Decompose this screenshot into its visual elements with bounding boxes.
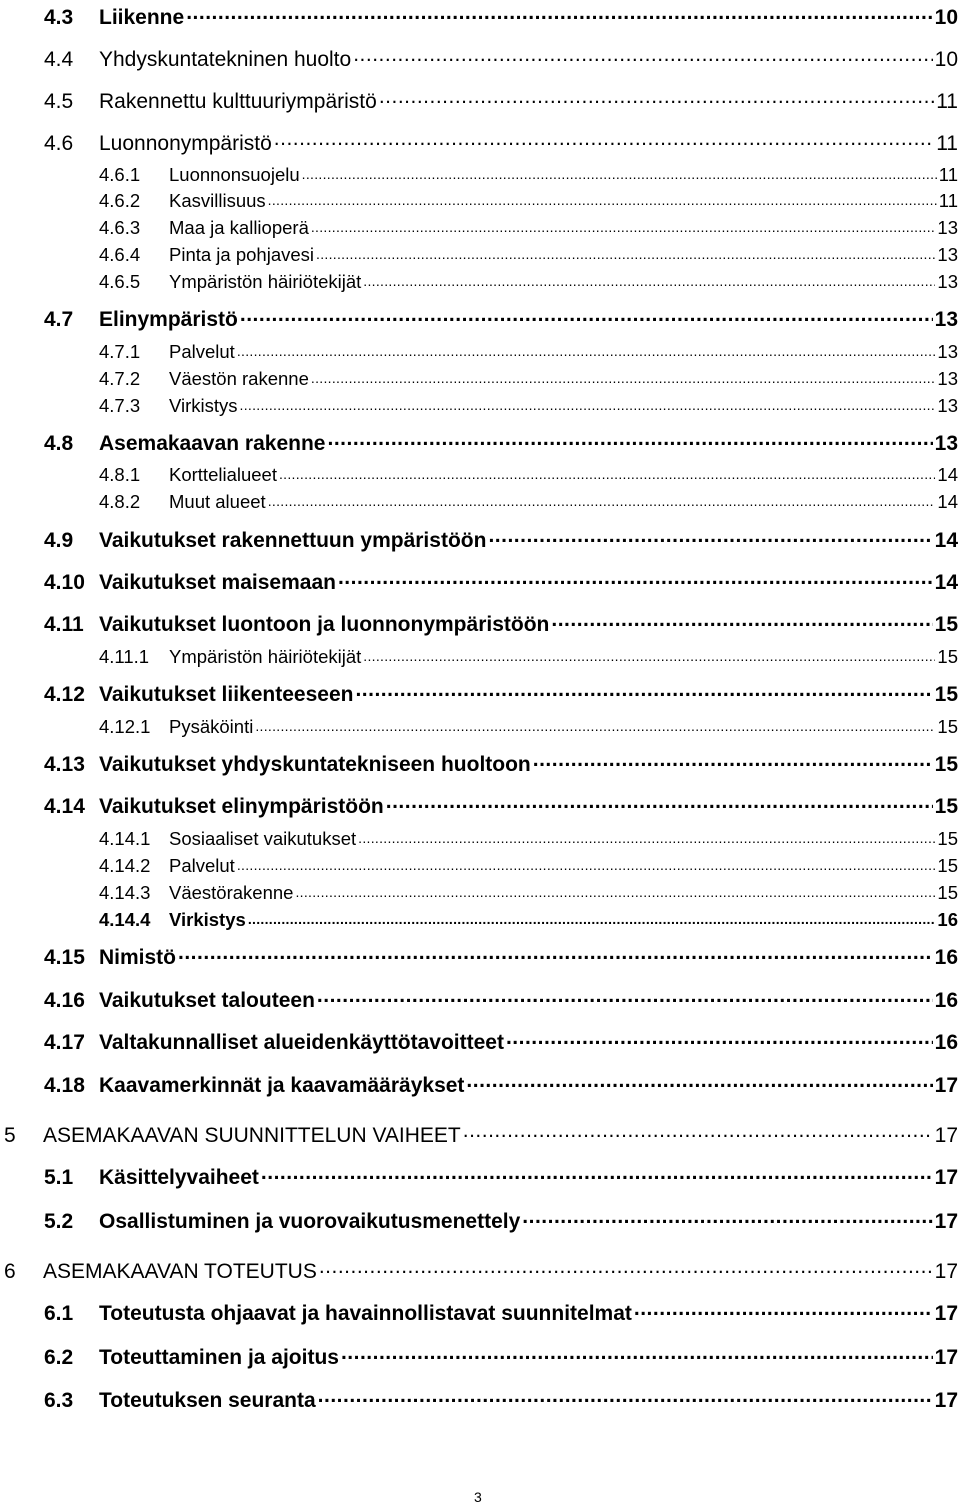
toc-title: Toteutuksen seuranta [99,1388,316,1412]
toc-number: 6.2 [44,1345,74,1369]
toc-page-number: 16 [934,1030,958,1054]
toc-number: 4.4 [44,47,74,71]
toc-title: Luonnonympäristö [99,131,272,155]
toc-leader [386,792,933,813]
toc-page-number: 13 [937,341,958,363]
toc-entry[interactable] [44,1071,958,1096]
toc-leader [237,854,936,873]
toc-leader [363,645,935,664]
toc-number: 4.3 [44,5,74,29]
toc-title: Ympäristön häiriötekijät [169,271,362,293]
toc-title: ASEMAKAAVAN SUUNNITTELUN VAIHEET [43,1123,461,1147]
toc-title: Palvelut [169,341,235,363]
toc-number: 6.3 [44,1388,74,1412]
toc-entry[interactable] [44,610,958,635]
toc-page-number: 15 [937,828,958,850]
toc-page-number: 13 [937,217,958,239]
toc-page-number: 17 [934,1259,958,1283]
toc-leader [240,305,933,326]
toc-page-number: 15 [937,716,958,738]
toc-title: ASEMAKAAVAN TOTEUTUS [43,1259,317,1283]
toc-page-number: 13 [934,431,958,455]
toc-entry[interactable] [44,680,958,705]
toc-entry[interactable] [44,305,958,330]
toc-leader [533,750,933,771]
toc-number: 4.14.3 [99,882,151,904]
toc-number: 4.14.1 [99,828,151,850]
toc-page-number: 15 [937,855,958,877]
toc-page-number: 14 [937,464,958,486]
toc-entry[interactable] [44,3,958,28]
toc-leader [279,463,935,482]
toc-number: 4.7.3 [99,395,141,417]
toc-entry[interactable] [99,243,958,265]
toc-entry[interactable] [44,87,958,112]
toc-title: Virkistys [169,395,238,417]
toc-title: Rakennettu kulttuuriympäristö [99,89,377,113]
toc-number: 4.7.1 [99,341,141,363]
toc-page-number: 16 [934,945,958,969]
toc-page-number: 15 [934,682,958,706]
toc-number: 4.6.3 [99,217,141,239]
toc-title: Ympäristön häiriötekijät [169,646,362,668]
toc-page-number: 17 [934,1165,958,1189]
toc-page-number: 15 [934,752,958,776]
toc-entry[interactable] [99,827,958,849]
toc-title: Osallistuminen ja vuorovaikutusmenettely [99,1209,521,1233]
toc-number: 4.10 [44,570,85,594]
toc-page-number: 11 [936,89,958,113]
toc-leader [240,394,936,413]
toc-number: 4.7.2 [99,368,141,390]
toc-title: Vaikutukset rakennettuun ympäristöön [99,528,487,552]
toc-entry[interactable] [99,881,958,903]
toc-title: Muut alueet [169,491,266,513]
toc-entry[interactable] [44,1343,958,1368]
toc-leader [319,1257,933,1278]
toc-number: 4.6.5 [99,271,141,293]
toc-leader [248,908,936,927]
toc-title: Pinta ja pohjavesi [169,244,315,266]
toc-page-number: 11 [936,131,958,155]
toc-page-number: 15 [934,612,958,636]
toc-title: Pysäköinti [169,716,254,738]
toc-entry[interactable] [44,943,958,968]
toc-page-number: 15 [937,646,958,668]
toc-title: Luonnonsuojelu [169,164,300,186]
toc-number: 4.12 [44,682,85,706]
toc-number: 4.8.1 [99,464,141,486]
toc-page-number: 17 [934,1301,958,1325]
toc-page-number: 13 [934,307,958,331]
toc-number: 4.12.1 [99,716,151,738]
toc-number: 6.1 [44,1301,74,1325]
toc-number: 4.6.4 [99,244,141,266]
toc-number: 4.8.2 [99,491,141,513]
toc-title: Käsittelyvaiheet [99,1165,259,1189]
toc-leader [302,163,937,182]
toc-title: Liikenne [99,5,185,29]
toc-leader [268,490,936,509]
toc-leader [506,1028,933,1049]
toc-title: Kasvillisuus [169,190,266,212]
toc-entry[interactable] [44,129,958,154]
toc-title: Yhdyskuntatekninen huolto [99,47,352,71]
toc-leader [186,3,932,24]
toc-title: Vaikutukset luontoon ja luonnonympäristöön [99,612,550,636]
toc-leader [295,881,935,900]
toc-page-number: 14 [934,528,958,552]
toc-title: Vaikutukset liikenteeseen [99,682,354,706]
toc-page-number: 15 [934,794,958,818]
toc-number: 5.2 [44,1209,74,1233]
toc-leader [551,610,932,631]
toc-number: 4.6.2 [99,190,141,212]
toc-number: 4.14.4 [99,909,151,931]
toc-number: 5 [4,1123,16,1147]
toc-title: Vaikutukset talouteen [99,988,315,1012]
toc-page-number: 13 [937,395,958,417]
toc-entry[interactable] [99,908,958,930]
toc-entry[interactable] [44,1028,958,1053]
toc-title: Toteutusta ohjaavat ja havainnollistavat suunnitelmat [99,1301,632,1325]
toc-leader [341,1343,933,1364]
toc-leader [634,1299,933,1320]
toc-entry[interactable] [44,792,958,817]
toc-title: Maa ja kallioperä [169,217,309,239]
toc-entry[interactable] [44,526,958,551]
toc-page-number: 17 [934,1123,958,1147]
toc-entry[interactable] [44,750,958,775]
toc-number: 4.18 [44,1073,85,1097]
toc-number: 4.11 [44,612,84,636]
toc-page-number: 11 [938,164,958,186]
toc-leader [268,189,937,208]
toc-title: Vaikutukset yhdyskuntatekniseen huoltoon [99,752,531,776]
toc-page-number: 17 [934,1073,958,1097]
toc-entry[interactable] [44,45,958,70]
toc-title: Elinympäristö [99,307,238,331]
toc-entry[interactable] [99,490,958,512]
toc-entry[interactable] [99,270,958,292]
toc-entry[interactable] [44,986,958,1011]
toc-entry[interactable] [99,463,958,485]
toc-leader [318,1386,933,1407]
toc-page-number: 17 [934,1209,958,1233]
toc-number: 4.6.1 [99,164,141,186]
toc-leader [488,526,932,547]
toc-number: 4.13 [44,752,85,776]
toc-title: Korttelialueet [169,464,277,486]
toc-page-number: 13 [937,244,958,266]
toc-title: Vaikutukset elinympäristöön [99,794,384,818]
toc-title: Väestön rakenne [169,368,309,390]
toc-number: 4.11.1 [99,646,150,668]
toc-title: Vaikutukset maisemaan [99,570,336,594]
toc-leader [237,340,936,359]
toc-number: 4.8 [44,431,74,455]
toc-title: Palvelut [169,855,235,877]
toc-entry[interactable] [99,394,958,416]
toc-entry[interactable] [99,216,958,238]
toc-entry[interactable] [44,1299,958,1324]
toc-number: 4.9 [44,528,74,552]
toc-title: Virkistys [169,909,246,931]
toc-page-number: 13 [937,271,958,293]
toc-page-number: 17 [934,1345,958,1369]
toc-leader [255,715,935,734]
toc-title: Väestörakenne [169,882,294,904]
toc-page-number: 13 [937,368,958,390]
toc-leader [355,680,932,701]
toc-entry[interactable] [44,1207,958,1232]
toc-leader [178,943,933,964]
toc-leader [358,827,935,846]
toc-leader [338,568,933,589]
toc-leader [311,367,936,386]
toc-leader [379,87,934,108]
toc-number: 6 [4,1259,16,1283]
toc-title: Toteuttaminen ja ajoitus [99,1345,339,1369]
toc-page-number: 17 [934,1388,958,1412]
toc-leader [363,270,935,289]
toc-title: Asemakaavan rakenne [99,431,326,455]
toc-leader [522,1207,932,1228]
toc-entry[interactable] [4,1257,958,1282]
toc-title: Sosiaaliset vaikutukset [169,828,357,850]
toc-number: 4.6 [44,131,74,155]
toc-page-number: 15 [937,882,958,904]
toc-page-number: 11 [938,190,958,212]
toc-leader [466,1071,932,1092]
toc-page-number: 14 [937,491,958,513]
toc-leader [261,1163,933,1184]
toc-number: 4.14.2 [99,855,151,877]
toc-entry[interactable] [99,854,958,876]
toc-entry[interactable] [4,1121,958,1146]
toc-entry[interactable] [99,340,958,362]
toc-entry[interactable] [44,429,958,454]
toc-leader [311,216,936,235]
toc-leader [316,243,935,262]
toc-leader [274,129,934,150]
toc-title: Valtakunnalliset alueidenkäyttötavoitteet [99,1030,504,1054]
toc-number: 5.1 [44,1165,74,1189]
toc-leader [463,1121,933,1142]
toc-entry[interactable] [99,645,958,667]
toc-page-number: 16 [937,909,958,931]
toc-page-number: 16 [934,988,958,1012]
toc-entry[interactable] [44,1386,958,1411]
toc-number: 4.17 [44,1030,85,1054]
toc-leader [327,429,932,450]
toc-page-number: 10 [934,5,958,29]
toc-entry[interactable] [44,568,958,593]
toc-entry[interactable] [44,1163,958,1188]
toc-number: 4.15 [44,945,85,969]
toc-number: 4.5 [44,89,74,113]
toc-page-number: 10 [934,47,958,71]
toc-title: Nimistö [99,945,177,969]
toc-number: 4.7 [44,307,74,331]
toc-leader [353,45,932,66]
page-number: 3 [474,1489,482,1505]
toc-leader [317,986,933,1007]
toc-entry[interactable] [99,189,958,211]
toc-number: 4.16 [44,988,85,1012]
toc-number: 4.14 [44,794,85,818]
toc-title: Kaavamerkinnät ja kaavamääräykset [99,1073,465,1097]
toc-entry[interactable] [99,163,958,185]
toc-page-number: 14 [934,570,958,594]
toc-entry[interactable] [99,367,958,389]
toc-entry[interactable] [99,715,958,737]
